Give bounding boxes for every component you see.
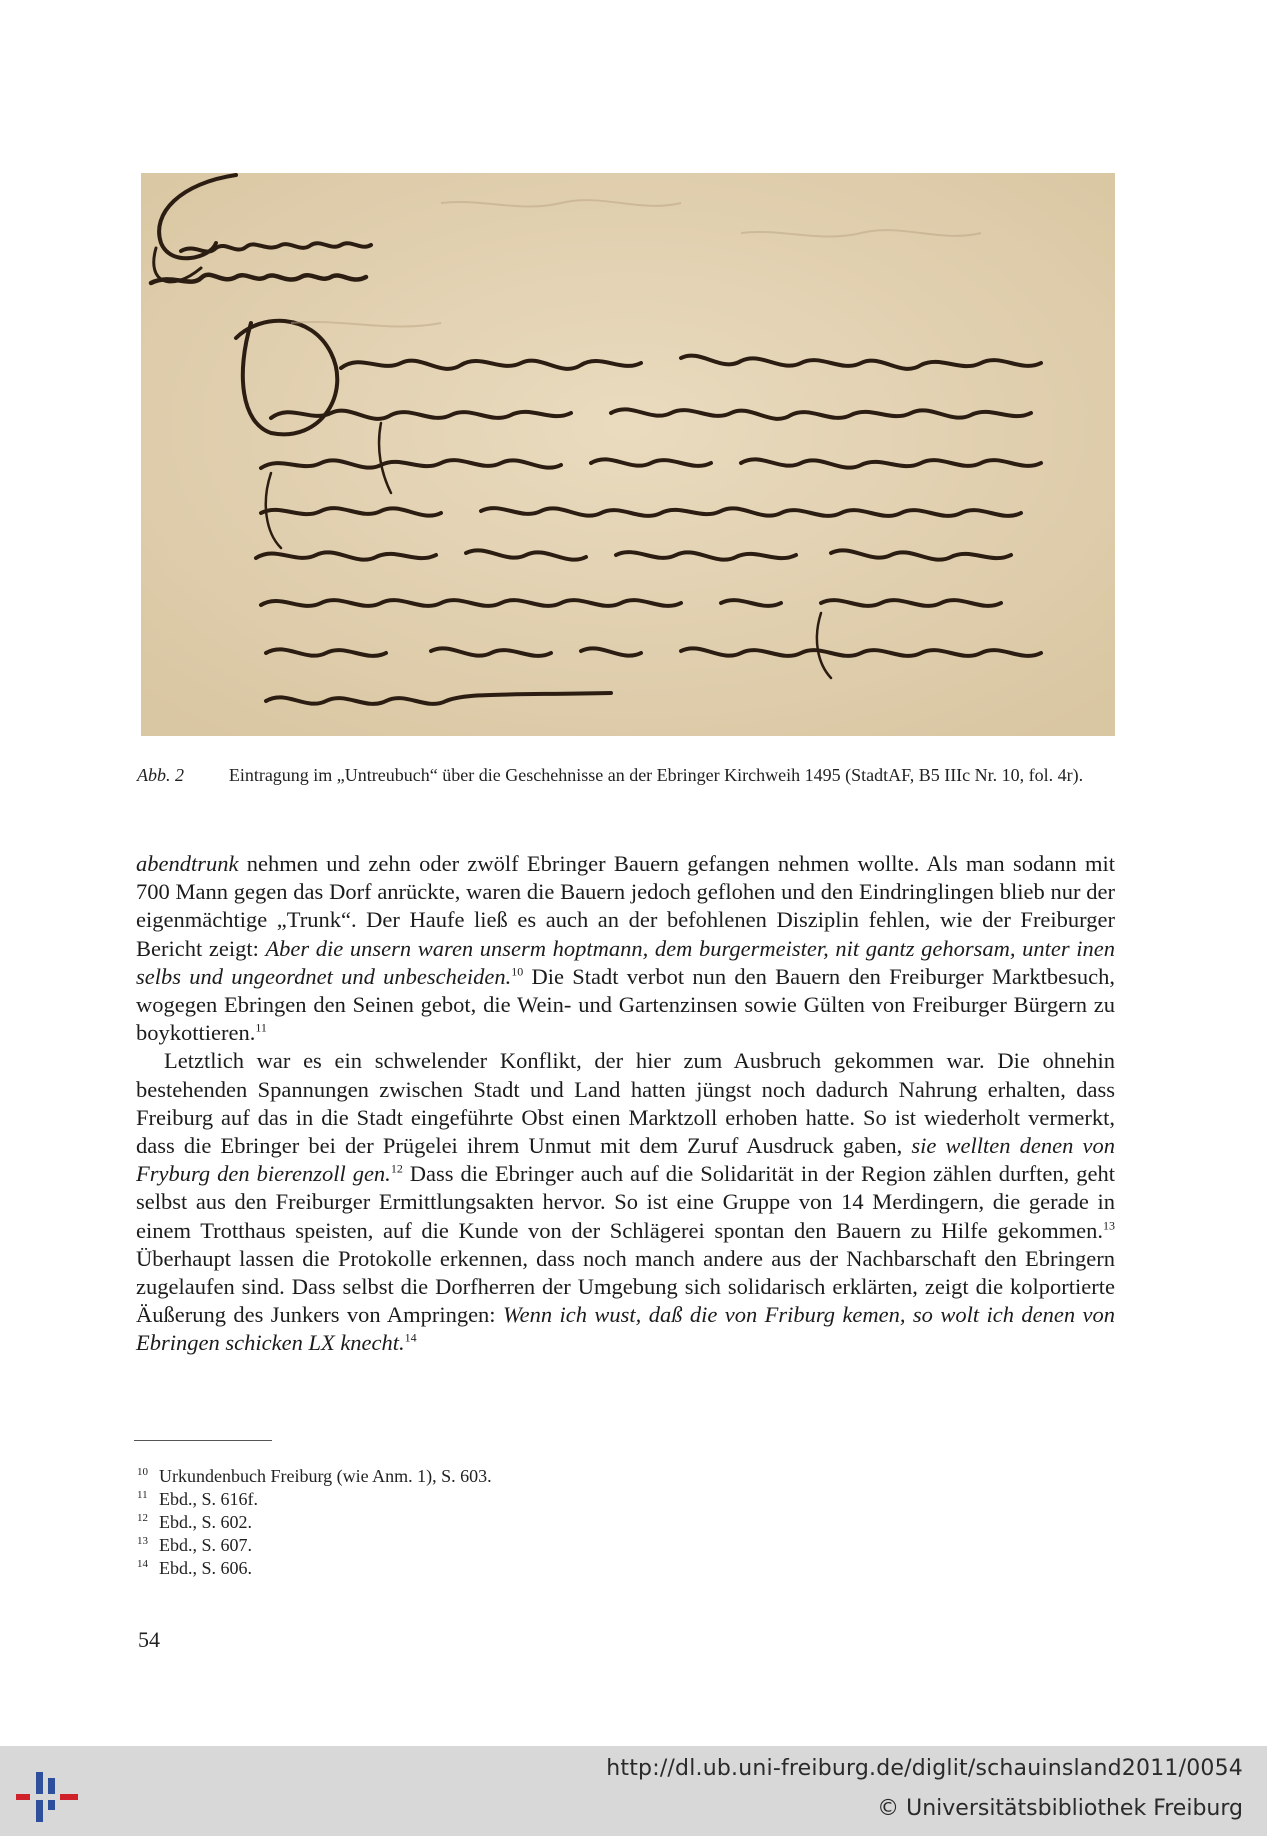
footnote-text: Urkundenbuch Freiburg (wie Anm. 1), S. 603.: [159, 1466, 492, 1486]
footnote-ref-10[interactable]: 10: [511, 964, 524, 979]
manuscript-figure: [141, 173, 1115, 736]
footnote-number: 13: [137, 1535, 148, 1547]
italic-quote: Aber die unsern waren unserm hoptmann, dem burgermeister, nit gantz gehorsam, unter inen selbs und ungeordnet und unbescheiden.: [136, 935, 1115, 989]
copyright-text: © Universitätsbibliothek Freiburg: [877, 1796, 1243, 1821]
text-span: Letztlich war es ein schwelender Konflikt, der hier zum Ausbruch gekommen war. Die ohnehin bestehenden Spannungen zwischen Stadt und Land hatten jüngst noch dadurch Nahrung erhalten, dass Freiburg auf das in die Stadt eingeführte Obst einen Marktzoll erhoben hatte. So ist wiederholt vermerkt, dass die Ebringer bei der Prügelei ihrem Unmut mit dem Zuruf Ausdruck gaben,: [136, 1048, 1115, 1159]
footnote-13: [137, 1534, 1037, 1557]
text-span: Dass die Ebringer auch auf die Solidarität in der Region zählen durften, geht selbst aus den Freiburger Ermittlungsakten hervor. So ist eine Gruppe von 14 Merdingern, die gerade in einem Trotthaus speisten, auf die Kunde von der Schlägerei spontan den Bauern zu Hilfe gekommen.: [136, 1161, 1115, 1243]
footnote-10: [137, 1465, 1037, 1488]
ub-freiburg-logo-icon: [16, 1764, 80, 1824]
caption-label: Abb. 2: [137, 765, 184, 785]
footnote-ref-11[interactable]: 11: [255, 1020, 267, 1035]
footnote-text: Ebd., S. 616f.: [159, 1489, 258, 1509]
text-span: Die Stadt verbot nun den Bauern den Freiburger Marktbesuch, wogegen Ebringen den Seinen gebot, die Wein- und Gartenzinsen sowie Gülten von Freiburger Bürgern zu boykottieren.: [136, 963, 1115, 1046]
paragraph-2: [136, 1047, 1115, 1357]
footnote-text: Ebd., S. 602.: [159, 1512, 253, 1532]
footer-bar: [0, 1746, 1267, 1836]
body-text: [136, 850, 1115, 1358]
footnote-11: [137, 1488, 1037, 1511]
footnotes: [137, 1465, 1037, 1580]
text-span: nehmen und zehn oder zwölf Ebringer Bauern gefangen nehmen wollte. Als man sodann mit 700 Mann gegen das Dorf anrückte, waren die Bauern jedoch geflohen und den Eindringlingen blieb nur der eigenmächtige „Trunk“. Der Haufe ließ es auch an der befohlenen Disziplin fehlen, wie der Freiburger Bericht zeigt:: [136, 851, 1115, 961]
manuscript-image: [141, 173, 1115, 736]
footnote-ref-14[interactable]: 14: [404, 1330, 417, 1345]
footnote-number: 11: [137, 1489, 148, 1501]
footnote-number: 10: [137, 1466, 148, 1478]
page-number: 54: [138, 1627, 160, 1652]
footnote-text: Ebd., S. 606.: [159, 1558, 253, 1578]
footnote-14: [137, 1557, 1037, 1580]
italic-quote: sie wellten denen von Fryburg den bierenzoll gen.: [136, 1133, 1115, 1187]
caption-text: Eintragung im „Untreubuch“ über die Geschehnisse an der Ebringer Kirchweih 1495 (StadtAF, B5 IIIc Nr. 10, fol. 4r).: [228, 765, 1084, 785]
footnote-ref-13[interactable]: 13: [1103, 1218, 1115, 1233]
footnote-ref-12[interactable]: 12: [390, 1161, 403, 1176]
permalink-url[interactable]: http://dl.ub.uni-freiburg.de/diglit/schauinsland2011/0054: [606, 1756, 1243, 1781]
paragraph-1: [136, 850, 1115, 1047]
footnote-number: 14: [137, 1558, 148, 1570]
figure-caption: [137, 763, 1115, 787]
footnote-number: 12: [137, 1512, 148, 1524]
text-span: Überhaupt lassen die Protokolle erkennen, dass noch manch andere aus der Nachbarschaft den Ebringern zugelaufen sind. Dass selbst die Dorfherren der Umgebung sich solidarisch erklärten, zeigt die kolportierte Äußerung des Junkers von Ampringen:: [136, 1245, 1115, 1328]
italic-span: abendtrunk: [136, 851, 239, 876]
footnote-12: [137, 1511, 1037, 1534]
footnote-divider: [134, 1440, 272, 1441]
italic-quote: Wenn ich wust, daß die von Friburg kemen, so wolt ich denen von Ebringen schicken LX knecht.: [136, 1302, 1115, 1356]
footnote-text: Ebd., S. 607.: [159, 1535, 253, 1555]
